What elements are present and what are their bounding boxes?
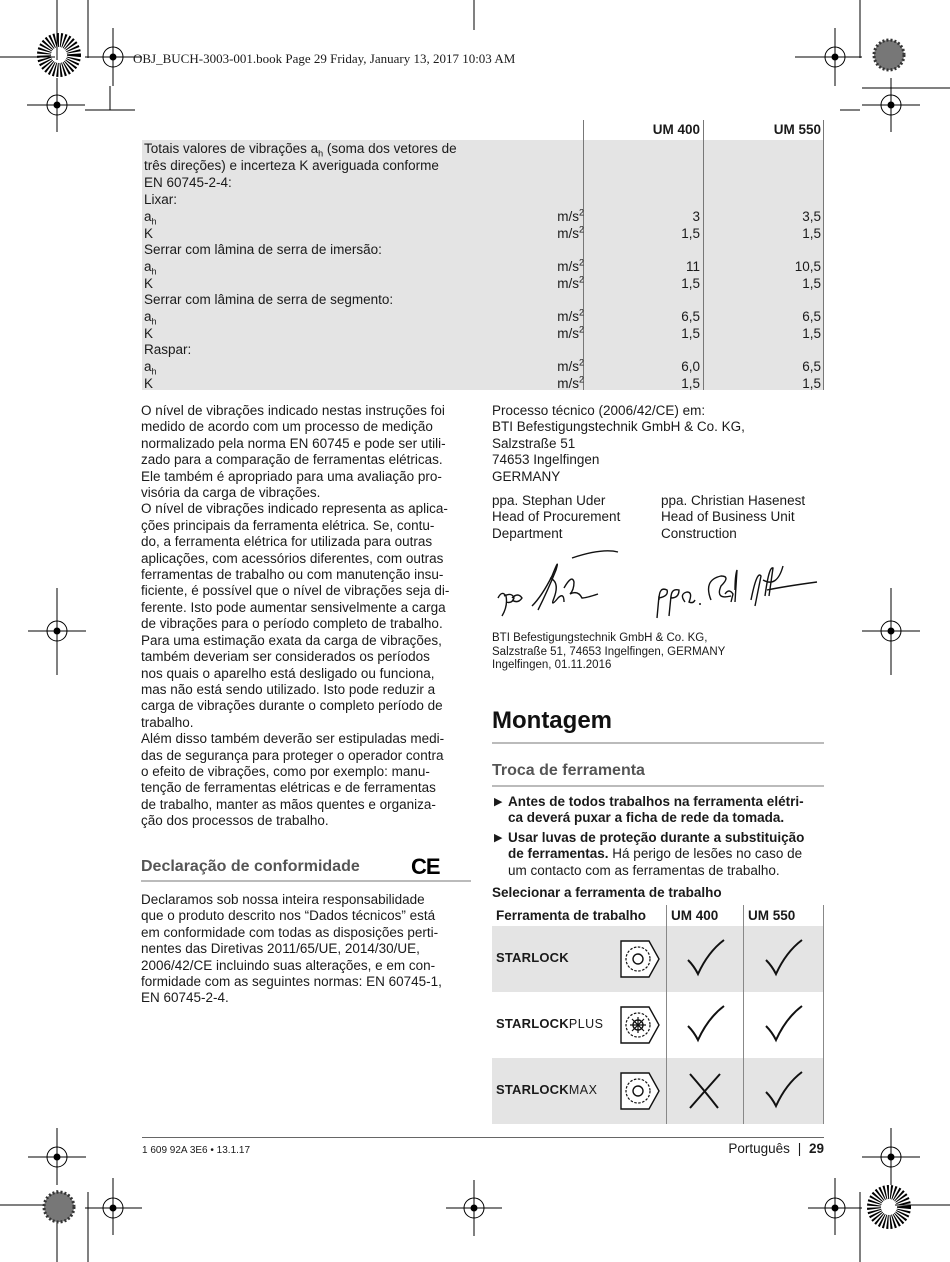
text-line: ppa. Christian Hasenest <box>661 493 806 508</box>
text-line: tenção de ferramentas elétricas e de ferramentas <box>141 780 436 796</box>
row-symbol: $a_h$ <box>144 209 157 227</box>
text-line: zado para a comparação de ferramentas elétricas. <box>141 452 443 468</box>
text-line: Processo técnico (2006/42/CE) em: <box>492 403 706 418</box>
row-unit: $m/s^2$ <box>557 374 584 391</box>
value-um550: 1,5 <box>802 225 821 241</box>
bullet-list <box>492 794 832 879</box>
text-line: Para uma estimação exata da carga de vibrações, <box>141 632 442 648</box>
text-line: Salzstraße 51, 74653 Ingelfingen, GERMANY <box>492 645 726 658</box>
text-line: nentes das Diretivas 2011/65/UE, 2014/30/UE, <box>141 941 420 957</box>
text-line: Salzstraße 51 <box>492 435 576 451</box>
montagem-title: Montagem <box>492 707 612 734</box>
text-line: 74653 Ingelfingen <box>492 452 600 468</box>
text-line: carga de vibrações durante o completo período de <box>141 698 443 714</box>
row-unit: $m/s^2$ <box>557 307 584 324</box>
text-line: formidade com as seguintes normas: EN 60745-1, <box>141 974 442 990</box>
bullet-2: ▶ Usar luvas de proteção durante a substituição de ferramentas. Há perigo de lesões no caso de um contacto com as ferramentas de trabalho. <box>494 829 805 878</box>
um550-check-icon <box>762 1070 806 1112</box>
text-line: O nível de vibrações indicado representa as aplica- <box>141 501 448 517</box>
text-line: visória da carga de vibrações. <box>141 485 321 501</box>
signatory-2 <box>661 493 831 542</box>
col-header-um550: UM 550 <box>773 122 821 137</box>
conformity-heading: Declaração de conformidade CE <box>141 854 440 879</box>
text-line: trabalho. <box>141 714 194 730</box>
tool-table-header <box>492 905 824 926</box>
value-um400: 1,5 <box>681 225 700 241</box>
section-title: Raspar: <box>144 342 192 357</box>
text-line: Ele também é apropriado para uma avaliação pro- <box>141 468 442 484</box>
conformity-section <box>141 856 471 1007</box>
tech-file <box>492 403 824 485</box>
text-line: GERMANY <box>492 468 561 484</box>
text-line: em conformidade com todas as disposições perti- <box>141 924 439 940</box>
text-line: também deveriam ser considerados os períodos <box>141 649 430 665</box>
value-um400: 6,0 <box>681 359 700 374</box>
value-um550: 1,5 <box>802 275 821 291</box>
footer-language: Português <box>728 1141 790 1156</box>
value-um550: 1,5 <box>802 325 821 341</box>
section-title: Serrar com lâmina de serra de segmento: <box>144 292 394 307</box>
vibration-explanation <box>141 403 471 830</box>
tool-table <box>492 905 824 1124</box>
row-symbol: K <box>144 225 154 241</box>
row-unit: $m/s^2$ <box>557 324 584 341</box>
value-um400: 1,5 <box>681 375 700 391</box>
row-unit: $m/s^2$ <box>557 274 584 291</box>
intro-line: EN 60745-2-4: <box>144 175 232 190</box>
footer-separator: | <box>797 1141 802 1156</box>
bullet-1: ▶ Antes de todos trabalhos na ferramenta elétri- ca deverá puxar a ficha de rede da tomada. <box>494 794 804 826</box>
text-line: do, a ferramenta elétrica for utilizada para outras <box>141 534 433 550</box>
text-line: ferramentas de trabalho ou com manutenção insu- <box>141 567 444 583</box>
select-tool-label: Selecionar a ferramenta de trabalho <box>492 885 722 900</box>
tool-interface-icon <box>619 1005 661 1045</box>
text-line: ferente. Isto pode aumentar sensivelmente a carga <box>141 599 446 615</box>
header-um400: UM 400 <box>671 908 719 923</box>
text-line: mas não está sendo utilizado. Isto pode reduzir a <box>141 681 436 697</box>
intro-line: três direções) e incerteza K averiguada conforme <box>144 158 439 173</box>
value-um400: 1,5 <box>681 275 700 291</box>
section-title: Lixar: <box>144 192 178 207</box>
text-line: medido de acordo com um processo de medição <box>141 419 433 435</box>
troca-rule <box>492 785 824 787</box>
starlock-logo: STARLOCK <box>496 950 569 965</box>
starlock-logo: STARLOCKMAX <box>496 1082 598 1097</box>
text-line: Head of Business Unit <box>661 509 795 525</box>
text-line: Ingelfingen, 01.11.2016 <box>492 659 612 671</box>
footer-rule <box>142 1137 824 1138</box>
conformity-text <box>141 892 471 1007</box>
text-line: de vibrações para o período completo de trabalho. <box>141 616 443 632</box>
row-symbol: $a_h$ <box>144 359 157 377</box>
um400-check-icon <box>684 938 728 980</box>
um550-check-icon <box>762 1004 806 1046</box>
signatory-1 <box>492 493 652 542</box>
row-unit: $m/s^2$ <box>557 357 584 374</box>
troca-heading: Troca de ferramenta <box>492 762 645 779</box>
text-line: Department <box>492 525 563 541</box>
ce-mark: CE <box>411 854 440 879</box>
row-symbol: K <box>144 325 154 341</box>
tool-row <box>492 1058 824 1124</box>
value-um400: 11 <box>685 259 700 274</box>
value-um400: 6,5 <box>681 309 700 324</box>
col-header-um400: UM 400 <box>652 122 700 137</box>
text-line: O nível de vibrações indicado nestas instruções foi <box>141 403 445 418</box>
vibration-table-header <box>142 120 824 140</box>
intro-line: Totais valores de vibrações $a_h$ (soma dos vetores de <box>144 141 457 159</box>
text-line: o efeito de vibrações, como por exemplo: manu- <box>141 763 430 779</box>
row-symbol: $a_h$ <box>144 309 157 327</box>
vibration-table-body <box>142 140 824 390</box>
text-line: ções principais da ferramenta elétrica. Se, contu- <box>141 517 435 533</box>
header-um550: UM 550 <box>748 908 796 923</box>
text-line: que o produto descrito nos “Dados técnicos” está <box>141 908 436 924</box>
value-um550: 10,5 <box>794 259 821 274</box>
book-slug: OBJ_BUCH-3003-001.book Page 29 Friday, January 13, 2017 10:03 AM <box>133 51 516 66</box>
text-line: nos quais o aparelho está desligado ou funciona, <box>141 665 435 681</box>
row-symbol: $a_h$ <box>144 259 157 277</box>
row-unit: $m/s^2$ <box>557 257 584 274</box>
starlock-logo: STARLOCKPLUS <box>496 1016 604 1031</box>
text-line: aplicações, com acessórios diferentes, com outras <box>141 550 444 566</box>
text-line: das de segurança para proteger o operador contra <box>141 747 444 763</box>
value-um400: 3 <box>692 209 700 224</box>
text-line: ção dos processos de trabalho. <box>141 813 329 829</box>
value-um550: 1,5 <box>802 375 821 391</box>
text-line: ficiente, é possível que o nível de vibrações seja di- <box>141 583 450 599</box>
tool-interface-icon <box>619 1071 661 1111</box>
text-line: Construction <box>661 525 737 541</box>
row-symbol: K <box>144 275 154 291</box>
um400-cross-icon <box>684 1070 728 1112</box>
row-symbol: K <box>144 375 154 391</box>
value-um550: 3,5 <box>802 209 821 224</box>
text-line: Além disso também deverão ser estipuladas medi- <box>141 731 445 747</box>
page-number: 29 <box>808 1141 824 1156</box>
text-line: de trabalho, manter as mãos quentes e organiza- <box>141 796 436 812</box>
text-line: normalizado pela norma EN 60745 e pode ser utili- <box>141 435 446 451</box>
section-title: Serrar com lâmina de serra de imersão: <box>144 242 382 257</box>
text-line: Declaramos sob nossa inteira responsabilidade <box>141 892 425 907</box>
value-um550: 6,5 <box>802 309 821 324</box>
footer-page <box>728 1141 824 1156</box>
header-tool: Ferramenta de trabalho <box>496 908 647 923</box>
tool-row <box>492 992 824 1058</box>
title-rule <box>492 742 824 744</box>
text-line: ppa. Stephan Uder <box>492 493 606 508</box>
um400-check-icon <box>684 1004 728 1046</box>
text-line: EN 60745-2-4. <box>141 990 229 1006</box>
text-line: 2006/42/CE incluindo suas alterações, e em con- <box>141 957 436 973</box>
signature-2-image <box>655 560 820 622</box>
text-line: BTI Befestigungstechnik GmbH & Co. KG, <box>492 419 745 435</box>
signature-1-image <box>492 548 622 623</box>
tool-row <box>492 926 824 992</box>
footer-code: 1 609 92A 3E6 • 13.1.17 <box>142 1145 251 1156</box>
um550-check-icon <box>762 938 806 980</box>
company-footer <box>492 632 824 673</box>
vibration-table <box>142 120 824 390</box>
tool-interface-icon <box>619 939 661 979</box>
text-line: BTI Befestigungstechnik GmbH & Co. KG, <box>492 632 708 644</box>
text-line: Head of Procurement <box>492 509 621 525</box>
value-um550: 6,5 <box>802 359 821 374</box>
value-um400: 1,5 <box>681 325 700 341</box>
row-unit: $m/s^2$ <box>557 207 584 224</box>
row-unit: $m/s^2$ <box>557 224 584 241</box>
